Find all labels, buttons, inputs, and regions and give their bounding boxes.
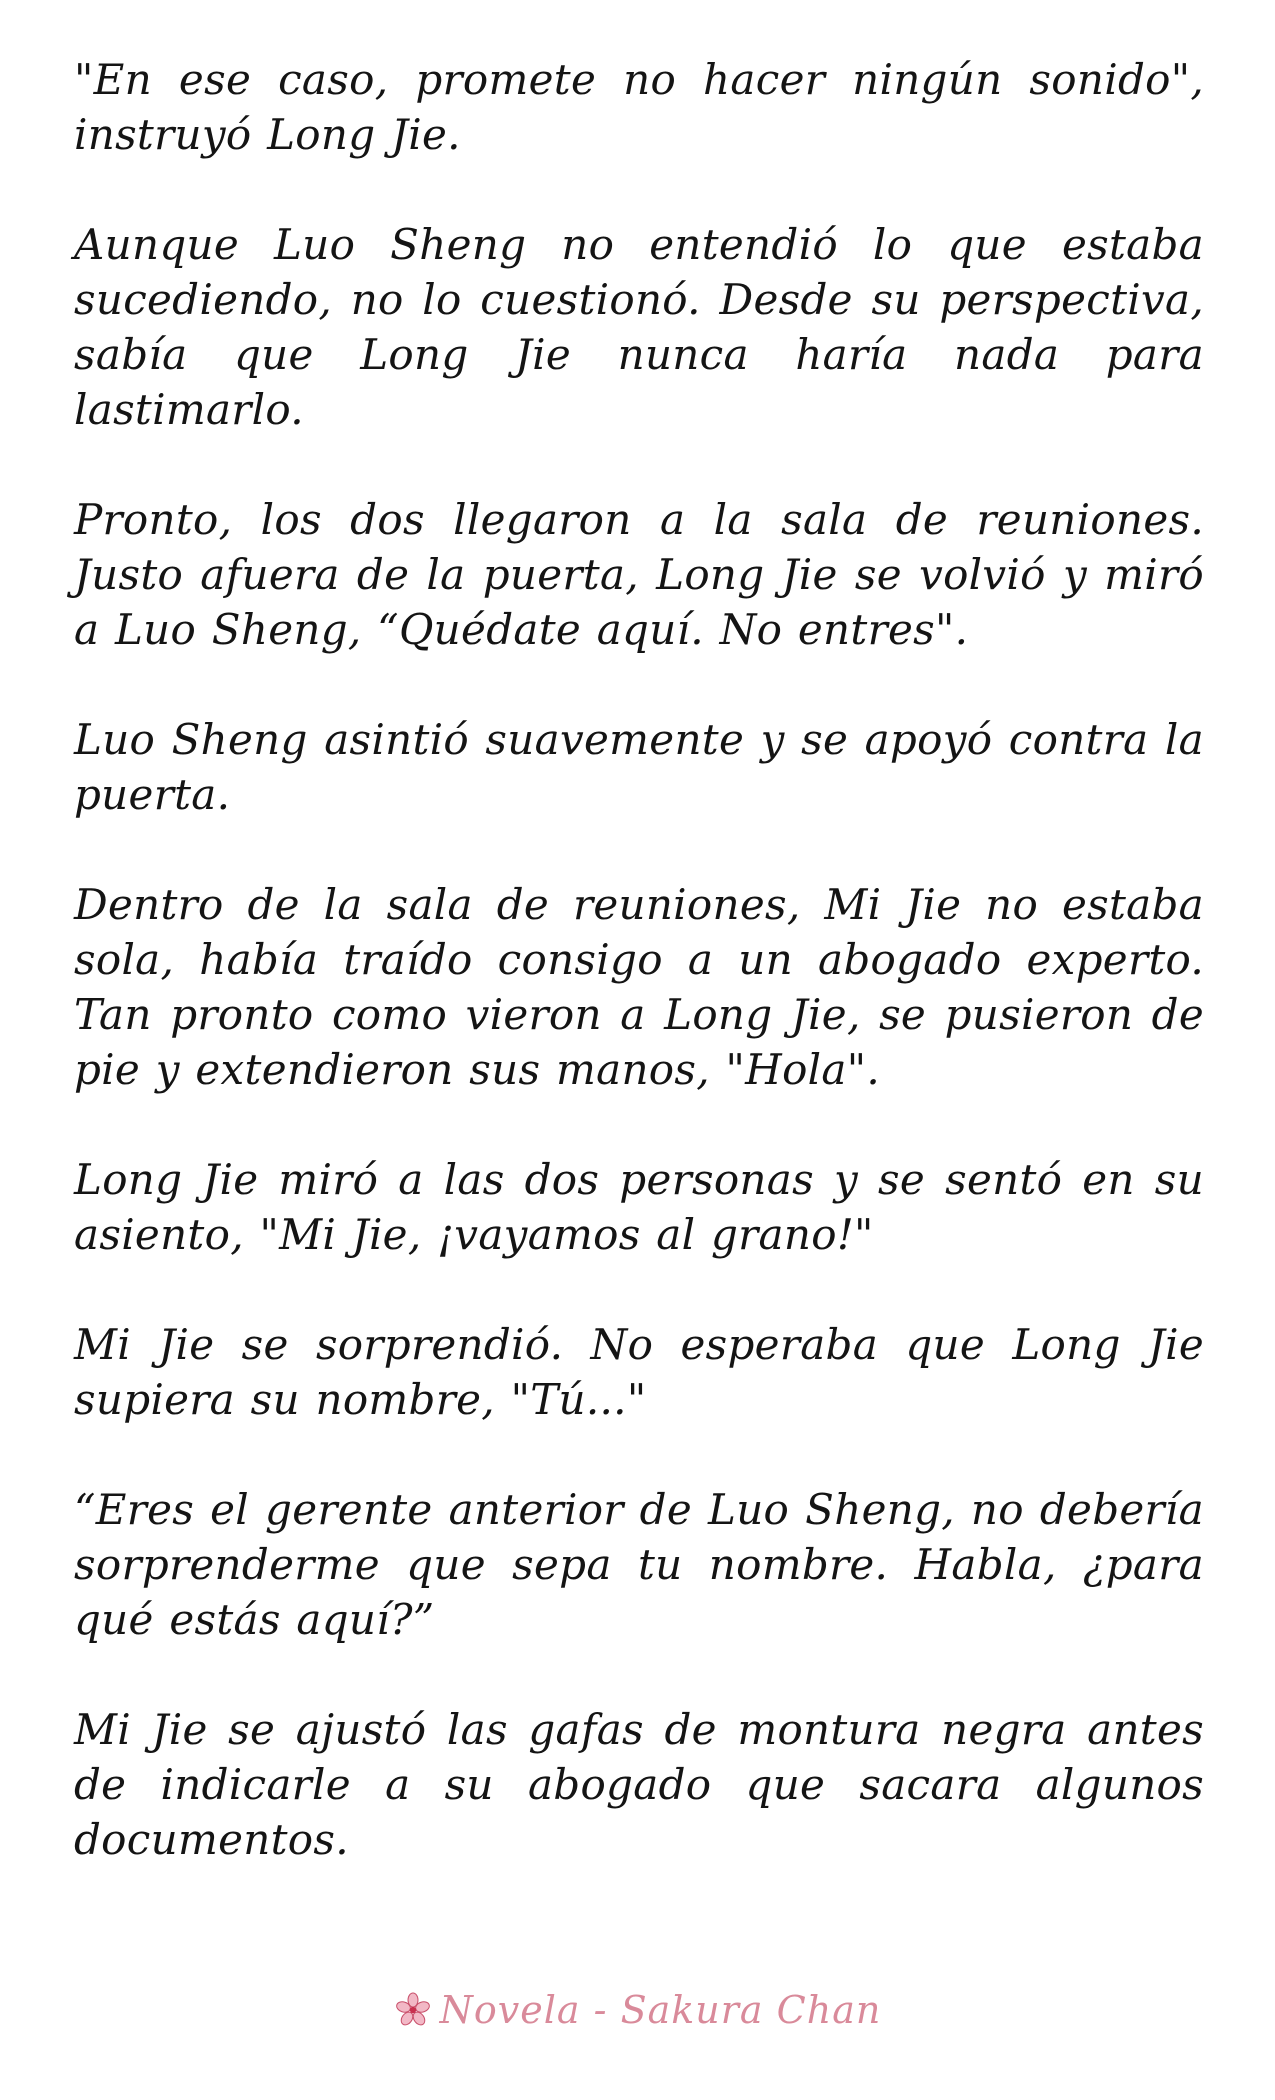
paragraph: Mi Jie se ajustó las gafas de montura negra antes de indicarle a su abogado que sacara algunos documentos. [74, 1705, 1204, 1864]
paragraph: Luo Sheng asintió suavemente y se apoyó contra la puerta. [74, 715, 1204, 819]
paragraph: Mi Jie se sorprendió. No esperaba que Long Jie supiera su nombre, "Tú..." [74, 1320, 1204, 1424]
paragraph: "En ese caso, promete no hacer ningún sonido", instruyó Long Jie. [74, 55, 1204, 159]
paragraph: Pronto, los dos llegaron a la sala de reuniones. Justo afuera de la puerta, Long Jie se volvió y miró a Luo Sheng, “Quédate aquí. No entres". [74, 495, 1204, 654]
paragraph: “Eres el gerente anterior de Luo Sheng, no debería sorprenderme que sepa tu nombre. Habla, ¿para qué estás aquí?” [74, 1485, 1204, 1644]
paragraph: Long Jie miró a las dos personas y se sentó en su asiento, "Mi Jie, ¡vayamos al grano!" [74, 1155, 1204, 1259]
paragraph: Aunque Luo Sheng no entendió lo que estaba sucediendo, no lo cuestionó. Desde su perspectiva, sabía que Long Jie nunca haría nada para lastimarlo. [74, 220, 1204, 434]
document-body [74, 52, 1204, 1922]
watermark-text: Novela - Sakura Chan [439, 1988, 882, 2032]
sakura-flower-icon [394, 1991, 432, 2029]
watermark-footer [0, 1985, 1275, 2035]
paragraph: Dentro de la sala de reuniones, Mi Jie no estaba sola, había traído consigo a un abogado experto. Tan pronto como vieron a Long Jie, se pusieron de pie y extendieron sus manos, "Hola". [74, 880, 1204, 1094]
